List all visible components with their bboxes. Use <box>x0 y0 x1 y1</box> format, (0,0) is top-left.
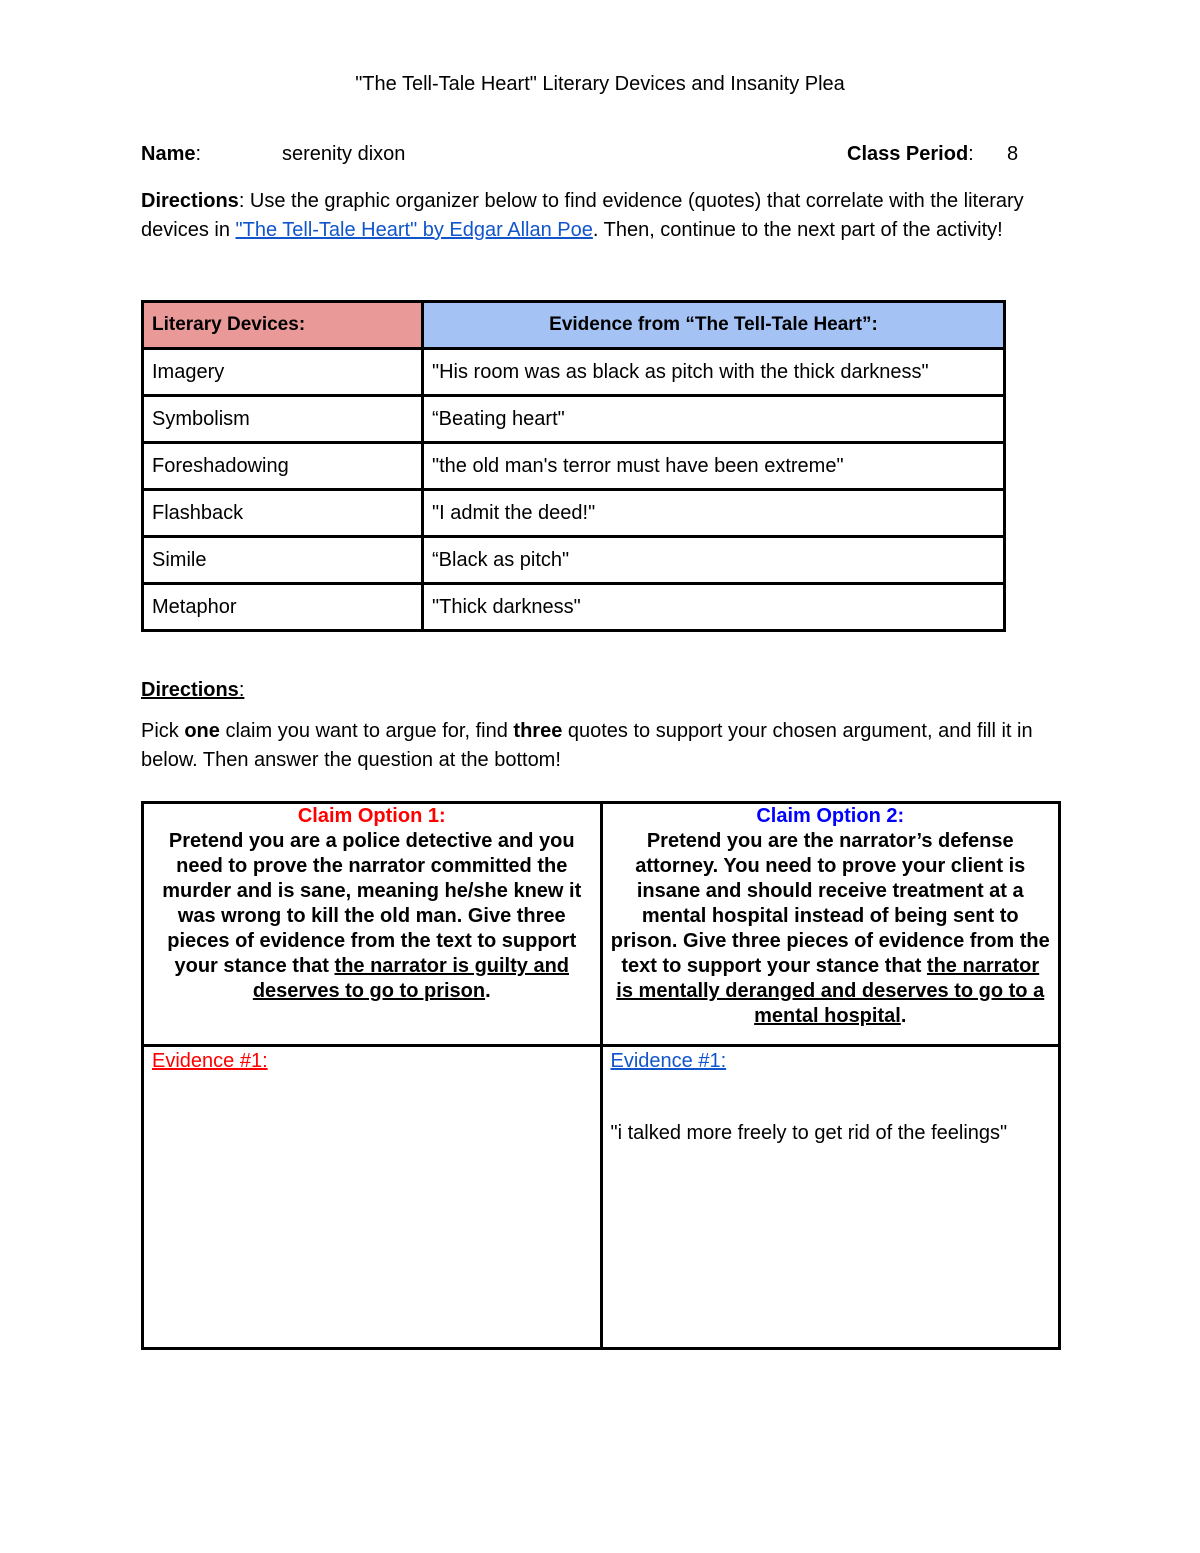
claims-table <box>141 801 1061 1350</box>
literary-devices-table <box>141 300 1006 632</box>
name-label: Name: <box>141 143 202 165</box>
claim-option-1 <box>143 803 602 1046</box>
claim-option-2-body: Pretend you are the narrator’s defense attorney. You need to prove your client is insane and should receive treatment at a mental hospital instead of being sent to prison. Give three pieces of evidence from the text to support your stance that the narrator is mentally deranged and deserves to go to a mental hospital. <box>610 830 1050 1027</box>
table-row <box>143 537 1005 584</box>
table-row <box>143 490 1005 537</box>
evidence-cell[interactable]: "the old man's terror must have been extreme" <box>423 443 1005 490</box>
document-title: "The Tell-Tale Heart" Literary Devices and Insanity Plea <box>355 73 845 95</box>
evidence-cell[interactable]: "Thick darkness" <box>423 584 1005 631</box>
name-value: serenity dixon <box>282 143 406 165</box>
directions-paragraph-1 <box>141 187 1041 245</box>
device-cell: Foreshadowing <box>143 443 423 490</box>
table-row <box>143 396 1005 443</box>
table-row <box>143 443 1005 490</box>
header-row <box>141 140 1021 168</box>
evidence-row <box>143 1046 1060 1349</box>
device-cell: Simile <box>143 537 423 584</box>
table-row <box>143 584 1005 631</box>
claim-option-2 <box>601 803 1060 1046</box>
directions-text-b: . Then, continue to the next part of the activity! <box>592 219 1003 241</box>
directions-text-a: : Use the graphic organizer below to find evidence (quotes) that correlate with the literary devices in <box>141 190 1024 241</box>
class-period-value: 8 <box>1007 143 1019 165</box>
evidence-1-label-option-2: Evidence #1: <box>610 1050 727 1072</box>
evidence-cell[interactable]: “Beating heart" <box>423 396 1005 443</box>
evidence-cell-option-1[interactable] <box>143 1046 602 1349</box>
table-header-row <box>143 302 1005 349</box>
device-cell: Metaphor <box>143 584 423 631</box>
evidence-cell[interactable]: "His room was as black as pitch with the thick darkness" <box>423 349 1005 396</box>
evidence-cell[interactable]: “Black as pitch" <box>423 537 1005 584</box>
device-cell: Imagery <box>143 349 423 396</box>
class-period-label: Class Period: <box>847 143 974 165</box>
header-evidence: Evidence from “The Tell-Tale Heart”: <box>423 302 1005 349</box>
claim-option-1-title: Claim Option 1: <box>297 805 446 827</box>
evidence-cell[interactable]: "I admit the deed!" <box>423 490 1005 537</box>
header-literary-devices: Literary Devices: <box>143 302 423 349</box>
device-cell: Flashback <box>143 490 423 537</box>
claims-header-row <box>143 803 1060 1046</box>
directions-heading-2: Directions: <box>141 679 245 701</box>
directions-paragraph-2: Pick one claim you want to argue for, find three quotes to support your chosen argument, and fill it in below. Then answer the question at the bottom! <box>141 720 1033 771</box>
evidence-1-answer-option-2[interactable]: "i talked more freely to get rid of the feelings" <box>610 1122 1008 1144</box>
directions-label: Directions <box>141 190 239 212</box>
evidence-cell-option-2[interactable] <box>601 1046 1060 1349</box>
claim-option-2-title: Claim Option 2: <box>756 805 905 827</box>
claim-option-1-body: Pretend you are a police detective and you need to prove the narrator committed the murder and is sane, meaning he/she knew it was wrong to kill the old man. Give three pieces of evidence from the text to support your stance that the narrator is guilty and deserves to go to prison. <box>162 830 582 1002</box>
story-link[interactable]: "The Tell-Tale Heart" by Edgar Allan Poe <box>235 219 593 241</box>
evidence-1-label-option-1: Evidence #1: <box>152 1050 268 1072</box>
device-cell: Symbolism <box>143 396 423 443</box>
table-row <box>143 349 1005 396</box>
